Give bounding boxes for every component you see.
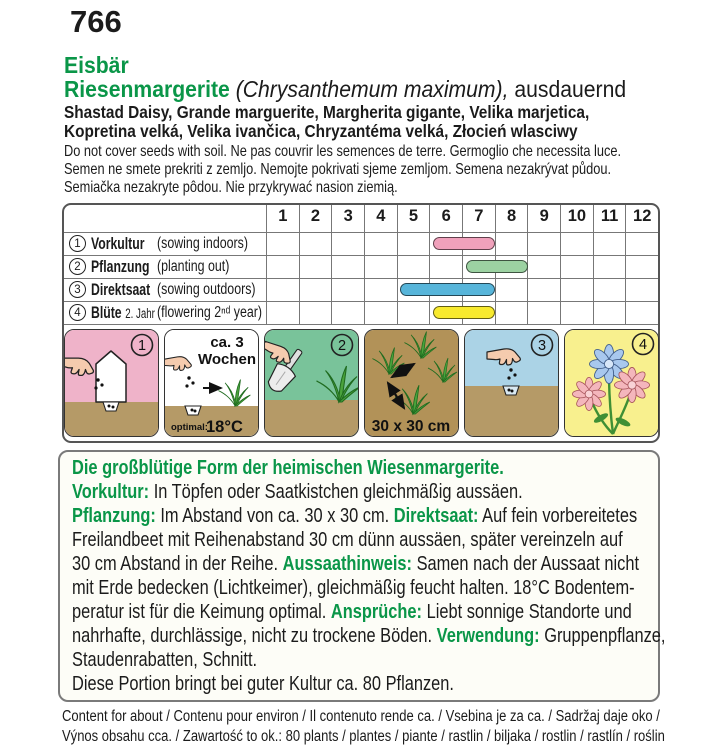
instruction-line: Pflanzung: Im Abstand von ca. 30 x 30 cm. Direktsaat: Auf fein vorbereitetes (72, 504, 638, 527)
month-cell (429, 256, 462, 278)
month-header-cell: 2 (299, 205, 332, 232)
weeks-text: Wochen (197, 351, 256, 368)
month-cell (331, 302, 364, 324)
month-cell (267, 233, 299, 255)
growing-instructions-box (58, 450, 666, 702)
species-name: Riesenmargerite (64, 76, 230, 102)
row-label-note: (sowing indoors) (157, 235, 248, 252)
instruction-line: mit Erde bedecken (Lichtkeimer), gleichmäßig feucht halten. 18°C Bodentem- (72, 576, 635, 599)
pictogram-germination (164, 329, 259, 437)
month-cell (397, 302, 430, 324)
month-cell (527, 256, 560, 278)
month-cell (625, 302, 658, 324)
pictogram-sowing-indoors (64, 329, 159, 437)
weeks-text: ca. 3 (209, 334, 244, 351)
month-cell (495, 279, 528, 301)
soil-furrow (103, 402, 119, 411)
note-line: Semiačka nezakryte pôdou. Nie przykrywać nasion ziemią. (64, 179, 398, 196)
month-header-cell: 11 (593, 205, 626, 232)
month-cell (527, 302, 560, 324)
instruction-line: peratur ist für die Keimung optimal. Ansprüche: Liebt sonnige Standorte und (72, 600, 632, 623)
season-bar-pflanzung (466, 260, 528, 273)
instruction-line: Staudenrabatten, Schnitt. (72, 648, 258, 671)
row-label-note: (planting out) (157, 258, 230, 275)
info-lines (72, 456, 666, 696)
season-bar-blte (433, 306, 495, 319)
perennial-note: ausdauernd (514, 76, 627, 102)
calendar-row-vorkultur (64, 233, 658, 256)
row-number-circle: 3 (69, 281, 86, 298)
content-footer (62, 707, 702, 747)
month-cell (299, 279, 332, 301)
footer-line: Výnos obsahu cca. / Zawartość to ok.: 80 plants / plantes / piante / rastlin / biljaka / rostlin / rastlín / roślin (62, 728, 665, 745)
packet-number: 766 (70, 4, 122, 39)
month-cell (364, 256, 397, 278)
month-cell (267, 302, 299, 324)
instruction-line: Diese Portion bringt bei guter Kultur ca. 80 Pflanzen. (72, 672, 454, 695)
row-number-circle: 1 (69, 235, 86, 252)
instruction-line: Freilandbeet mit Reihenabstand 30 cm dünn aussäen, später vereinzeln auf (72, 528, 623, 551)
row-number-circle: 4 (69, 304, 86, 321)
synonym-line: Kopretina velká, Velika ivančica, Chryzantéma velká, Złocień wlasciwy (64, 120, 578, 141)
calendar-row-label (64, 279, 266, 301)
spacing-text: 30 x 30 cm (371, 418, 450, 435)
month-cell (364, 233, 397, 255)
month-header-cell: 12 (625, 205, 658, 232)
step-number: 1 (137, 338, 146, 354)
species-line (64, 76, 627, 102)
pink-daisy-icon (614, 367, 649, 402)
month-header-cell: 3 (331, 205, 364, 232)
month-header-cell: 8 (495, 205, 528, 232)
month-cell (625, 279, 658, 301)
month-cell (267, 256, 299, 278)
row-label-note: (sowing outdoors) (157, 281, 256, 298)
calendar-header-row (64, 205, 658, 233)
month-cell (495, 233, 528, 255)
sowing-calendar-box (62, 203, 660, 443)
sowing-note-multilingual (64, 143, 664, 197)
instruction-line: nahrhafte, durchlässige, nicht zu trockene Böden. Verwendung: Gruppenpflanze, (72, 624, 666, 647)
calendar-header-spacer (64, 205, 266, 232)
step-number: 2 (337, 338, 346, 354)
season-bar-vorkultur (433, 237, 495, 250)
pictogram-strip (64, 325, 658, 441)
pictogram-flowering (564, 329, 659, 437)
month-header-cell: 6 (429, 205, 462, 232)
month-header-cell: 9 (527, 205, 560, 232)
row-label-sub: 2. Jahr (125, 306, 155, 321)
row-label-text: Vorkultur (91, 234, 145, 253)
month-cell (560, 279, 593, 301)
month-header-cell: 7 (462, 205, 495, 232)
synonym-line: Shastad Daisy, Grande marguerite, Margherita gigante, Velika marjetica, (64, 102, 590, 122)
month-cell (593, 279, 626, 301)
optimal-temperature: 18°C (205, 418, 243, 436)
month-cell (527, 279, 560, 301)
calendar-row-blte (64, 302, 658, 325)
month-cell (397, 233, 430, 255)
row-label-text: Direktsaat (91, 280, 151, 299)
step-number: 4 (638, 337, 647, 353)
instruction-line: Die großblütige Form der heimischen Wiesenmargerite. (72, 456, 504, 479)
step-number: 3 (537, 338, 546, 354)
season-bar-direktsaat (400, 283, 495, 296)
pictogram-sowing-outdoors (464, 329, 559, 437)
month-cell (331, 256, 364, 278)
calendar-row-label (64, 256, 266, 278)
row-label-note: (flowering 2ⁿᵈ year) (157, 304, 262, 321)
note-line: Semen ne smete prekriti z zemljo. Nemojte pokrivati sjeme zemljom. Semena nezakrývat půdou. (64, 161, 612, 178)
pictogram-planting-out (264, 329, 359, 437)
note-line: Do not cover seeds with soil. Ne pas couvrir les semences de terre. Germoglio che necessita luce. (64, 143, 622, 160)
instruction-line: 30 cm Abstand in der Reihe. Aussaathinweis: Samen nach der Aussaat nicht (72, 552, 640, 575)
month-header-cell: 10 (560, 205, 593, 232)
pink-daisy-icon (572, 377, 605, 410)
month-cell (593, 233, 626, 255)
month-cell (299, 256, 332, 278)
row-label-text: Blüte (91, 303, 122, 322)
month-cell (331, 279, 364, 301)
month-cell (364, 302, 397, 324)
optimal-label: optimal: (170, 422, 208, 433)
month-cell (299, 233, 332, 255)
variety-name: Eisbär (64, 52, 129, 78)
instruction-line: Vorkultur: In Töpfen oder Saatkistchen gleichmäßig aussäen. (72, 480, 523, 503)
month-cell (560, 256, 593, 278)
month-cell (299, 302, 332, 324)
month-cell (625, 233, 658, 255)
month-cell (331, 233, 364, 255)
footer-line: Content for about / Contenu pour environ / Il contenuto rende ca. / Vsebina je za ca. / Sadržaj daje oko / (62, 708, 660, 725)
sowing-calendar-table (64, 205, 658, 325)
month-header-cell: 4 (364, 205, 397, 232)
calendar-row-label (64, 302, 266, 324)
month-cell (625, 256, 658, 278)
month-cell (527, 233, 560, 255)
header-block (64, 54, 664, 197)
synonym-names (64, 103, 664, 140)
calendar-row-pflanzung (64, 256, 658, 279)
row-number-circle: 2 (69, 258, 86, 275)
month-cell (593, 256, 626, 278)
pictogram-spacing (364, 329, 459, 437)
month-cell (397, 256, 430, 278)
calendar-row-direktsaat (64, 279, 658, 302)
month-header-cell: 5 (397, 205, 430, 232)
row-label-text: Pflanzung (91, 257, 150, 276)
month-cell (364, 279, 397, 301)
month-cell (593, 302, 626, 324)
latin-name: (Chrysanthemum maximum), (235, 76, 509, 102)
month-cell (495, 302, 528, 324)
calendar-row-label (64, 233, 266, 255)
month-cell (267, 279, 299, 301)
month-cell (560, 302, 593, 324)
month-header-cell: 1 (278, 207, 288, 225)
month-cell (560, 233, 593, 255)
